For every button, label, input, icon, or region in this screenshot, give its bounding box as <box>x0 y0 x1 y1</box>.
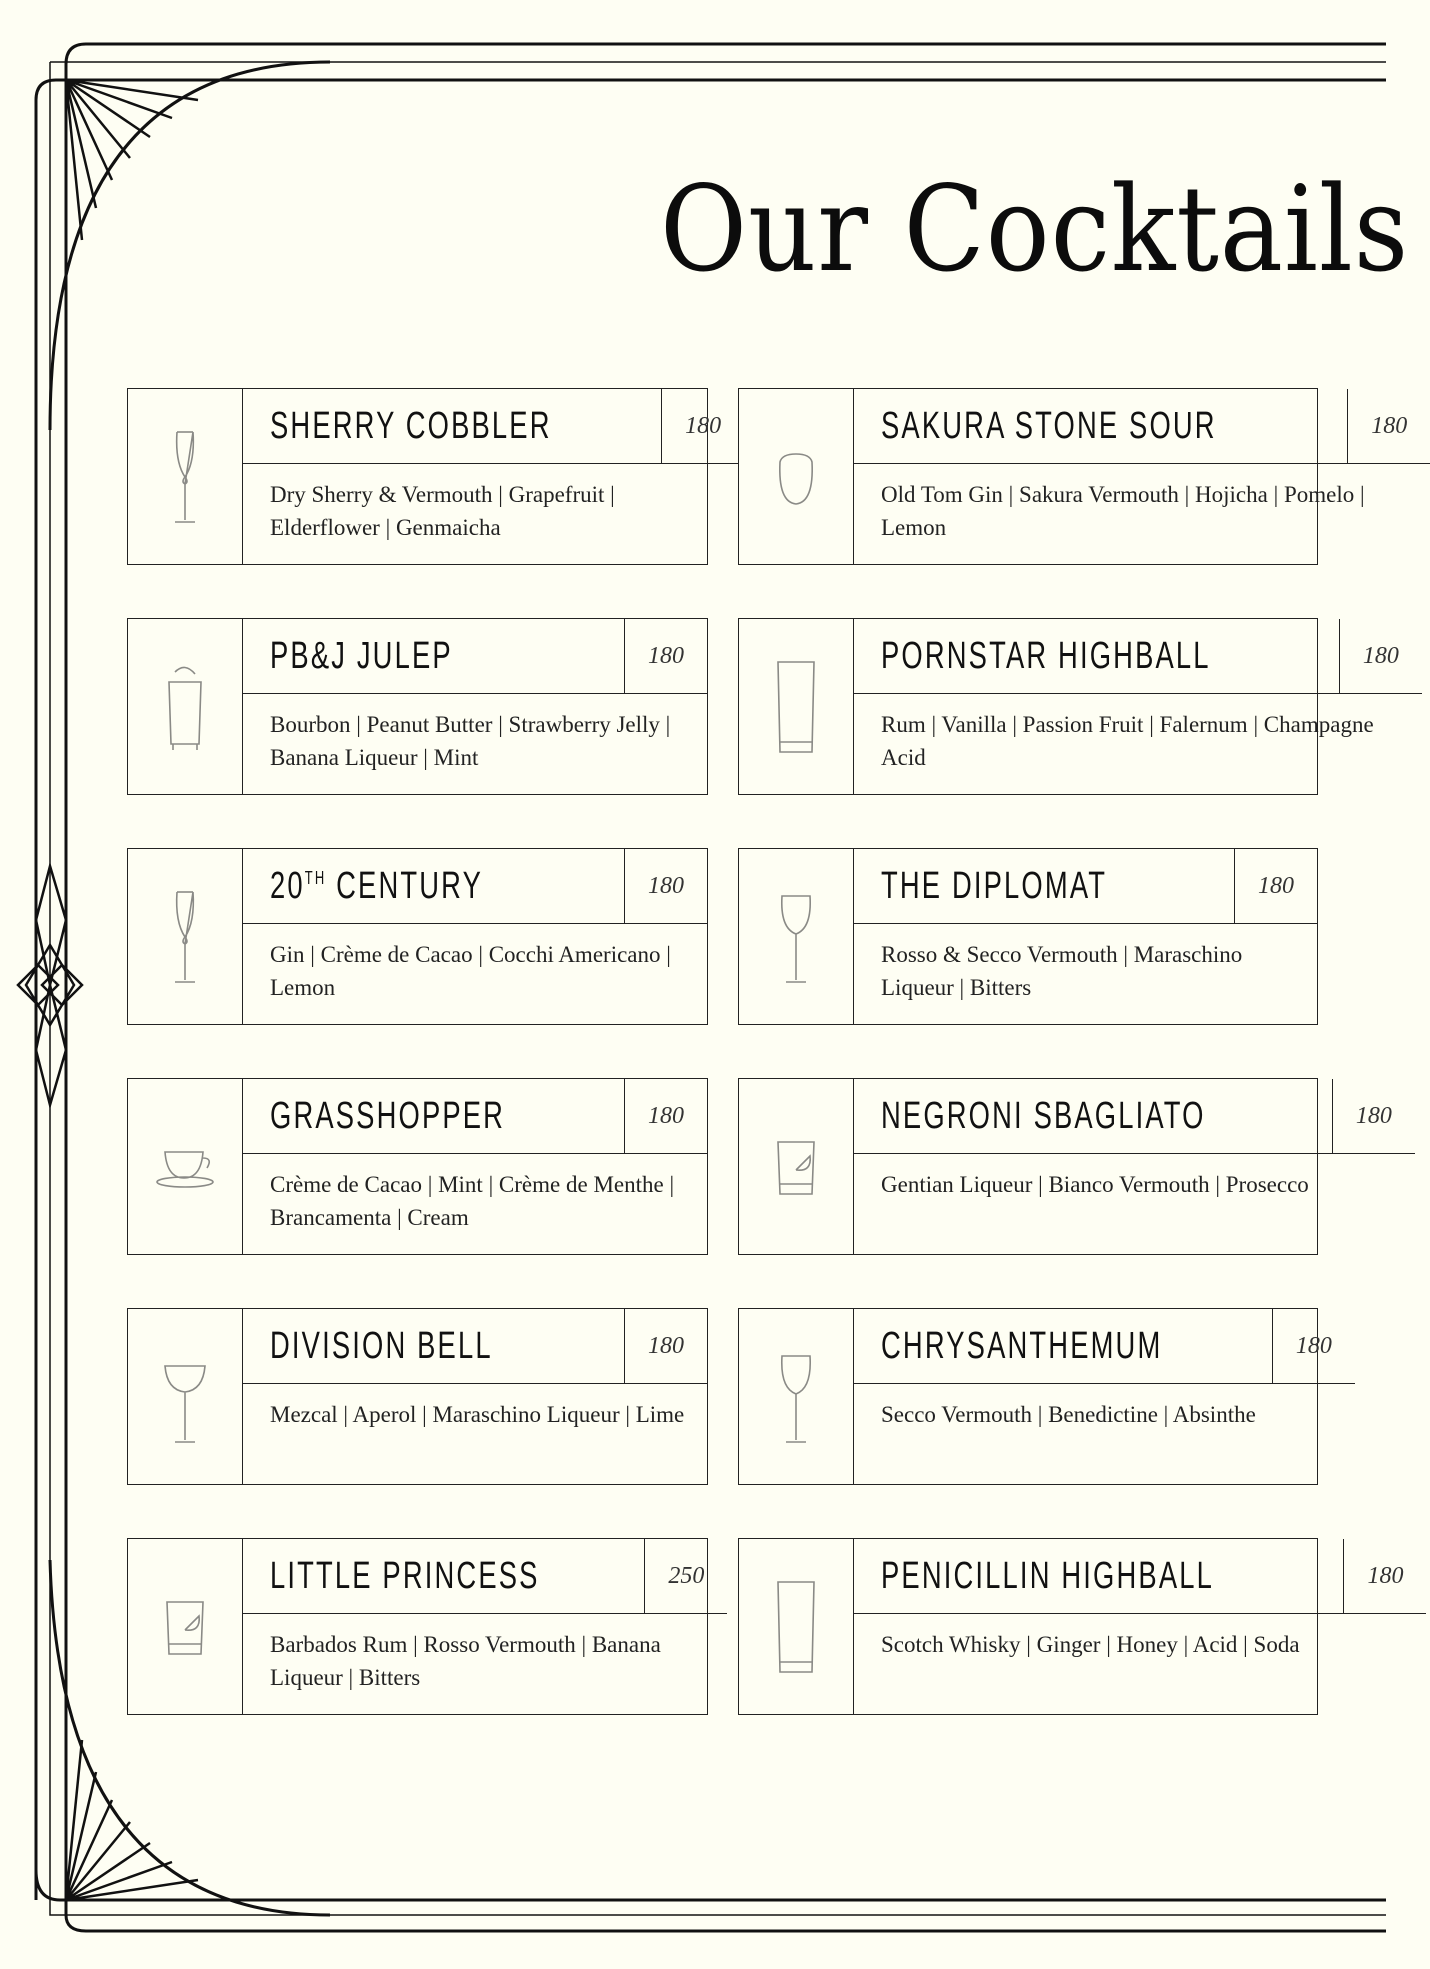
teacup-icon <box>155 1112 215 1222</box>
cocktail-name-text: LITTLE PRINCESS <box>270 1554 540 1597</box>
rocks-glass-icon <box>766 1112 826 1222</box>
cocktail-name-text: GRASSHOPPER <box>270 1094 506 1137</box>
cocktail-card-pb-j-julep <box>127 618 708 795</box>
julep-cup-icon <box>155 652 215 762</box>
cocktail-ingredients: Gentian Liqueur | Bianco Vermouth | Prosecco <box>881 1172 1309 1197</box>
cocktail-card-chrysanthemum <box>738 1308 1332 1485</box>
glass-image <box>128 849 243 1024</box>
cocktail-card-the-diplomat <box>738 848 1318 1025</box>
cocktail-price: 180 <box>1347 389 1430 463</box>
cocktail-price: 180 <box>624 1079 707 1153</box>
cocktail-name <box>854 619 1339 693</box>
glass-image <box>739 1079 854 1254</box>
glass-image <box>128 619 243 794</box>
cocktail-price: 180 <box>1272 1309 1355 1383</box>
frame-corner-arc-top <box>50 62 330 430</box>
coupe-glass-icon <box>155 1342 215 1452</box>
cocktail-name <box>243 619 624 693</box>
cocktail-ingredients: Barbados Rum | Rosso Vermouth | Banana Liqueur | Bitters <box>270 1632 661 1690</box>
cocktail-card-pornstar-highball <box>738 618 1399 795</box>
cocktail-name <box>243 389 661 463</box>
cocktail-name-text: SHERRY COBBLER <box>270 404 552 447</box>
cocktail-card-division-bell <box>127 1308 708 1485</box>
highball-glass-icon <box>766 652 826 762</box>
cocktail-card-sherry-cobbler <box>127 388 722 565</box>
page-title: Our Cocktails <box>660 160 1410 298</box>
cocktail-name-text: SAKURA STONE SOUR <box>881 404 1217 447</box>
cocktail-name-text: DIVISION BELL <box>270 1324 493 1367</box>
glass-image <box>128 1309 243 1484</box>
cocktail-name-superscript: TH <box>304 867 327 888</box>
cocktail-name <box>854 1539 1343 1613</box>
cocktail-name-text: 20 <box>270 864 305 907</box>
cocktail-ingredients: Crème de Cacao | Mint | Crème de Menthe | Brancamenta | Cream <box>270 1172 675 1230</box>
wine-glass-icon <box>155 422 215 532</box>
cocktail-card-grasshopper <box>127 1078 708 1255</box>
cocktail-name <box>854 849 1234 923</box>
cocktail-price: 180 <box>624 849 707 923</box>
cocktail-name <box>243 849 624 923</box>
cocktail-price: 180 <box>624 619 707 693</box>
cocktail-price: 180 <box>1332 1079 1415 1153</box>
cocktail-price: 180 <box>1343 1539 1426 1613</box>
glass-image <box>739 849 854 1024</box>
cocktail-name <box>243 1539 644 1613</box>
cocktail-name <box>854 1079 1332 1153</box>
cocktail-card-sakura-stone-sour <box>738 388 1408 565</box>
glass-image <box>128 389 243 564</box>
cocktail-grid <box>127 388 1408 1715</box>
cocktail-price: 180 <box>624 1309 707 1383</box>
cocktail-price: 250 <box>644 1539 727 1613</box>
cocktail-name-text: NEGRONI SBAGLIATO <box>881 1094 1206 1137</box>
cocktail-name-text: THE DIPLOMAT <box>881 864 1108 907</box>
stemless-glass-icon <box>766 422 826 532</box>
cocktail-card-negroni-sbagliato <box>738 1078 1392 1255</box>
cocktail-ingredients: Rosso & Secco Vermouth | Maraschino Liqueur | Bitters <box>881 942 1243 1000</box>
glass-image <box>128 1539 243 1714</box>
cocktail-name <box>854 1309 1272 1383</box>
cocktail-name-text: CHRYSANTHEMUM <box>881 1324 1163 1367</box>
glass-image <box>128 1079 243 1254</box>
glass-image <box>739 1309 854 1484</box>
nick-and-nora-glass-icon <box>766 1342 826 1452</box>
cocktail-ingredients: Secco Vermouth | Benedictine | Absinthe <box>881 1402 1256 1427</box>
cocktail-name <box>854 389 1347 463</box>
cocktail-price: 180 <box>1339 619 1422 693</box>
cocktail-ingredients: Scotch Whisky | Ginger | Honey | Acid | Soda <box>881 1632 1300 1657</box>
cocktail-ingredients: Gin | Crème de Cacao | Cocchi Americano | Lemon <box>270 942 671 1000</box>
glass-image <box>739 389 854 564</box>
glass-image <box>739 619 854 794</box>
cocktail-name-text: PORNSTAR HIGHBALL <box>881 634 1211 677</box>
glass-image <box>739 1539 854 1714</box>
cocktail-name-suffix: CENTURY <box>326 864 483 907</box>
cocktail-ingredients: Old Tom Gin | Sakura Vermouth | Hojicha | Pomelo | Lemon <box>881 482 1365 540</box>
cocktail-name <box>243 1079 624 1153</box>
cocktail-ingredients: Dry Sherry & Vermouth | Grapefruit | Elderflower | Genmaicha <box>270 482 615 540</box>
cocktail-ingredients: Mezcal | Aperol | Maraschino Liqueur | Lime <box>270 1402 685 1427</box>
cocktail-card-penicillin-highball <box>738 1538 1404 1715</box>
cocktail-name-text: PENICILLIN HIGHBALL <box>881 1554 1214 1597</box>
cocktail-ingredients: Rum | Vanilla | Passion Fruit | Falernum | Champagne Acid <box>881 712 1374 770</box>
cocktail-ingredients: Bourbon | Peanut Butter | Strawberry Jelly | Banana Liqueur | Mint <box>270 712 671 770</box>
nick-and-nora-glass-icon <box>766 882 826 992</box>
cocktail-price: 180 <box>1234 849 1317 923</box>
cocktail-name <box>243 1309 624 1383</box>
cocktail-name-text: PB&J JULEP <box>270 634 453 677</box>
cocktail-card-20-century <box>127 848 708 1025</box>
cocktail-price: 180 <box>661 389 744 463</box>
highball-glass-icon <box>766 1572 826 1682</box>
cocktail-card-little-princess <box>127 1538 708 1715</box>
rocks-glass-icon <box>155 1572 215 1682</box>
wine-glass-icon <box>155 882 215 992</box>
